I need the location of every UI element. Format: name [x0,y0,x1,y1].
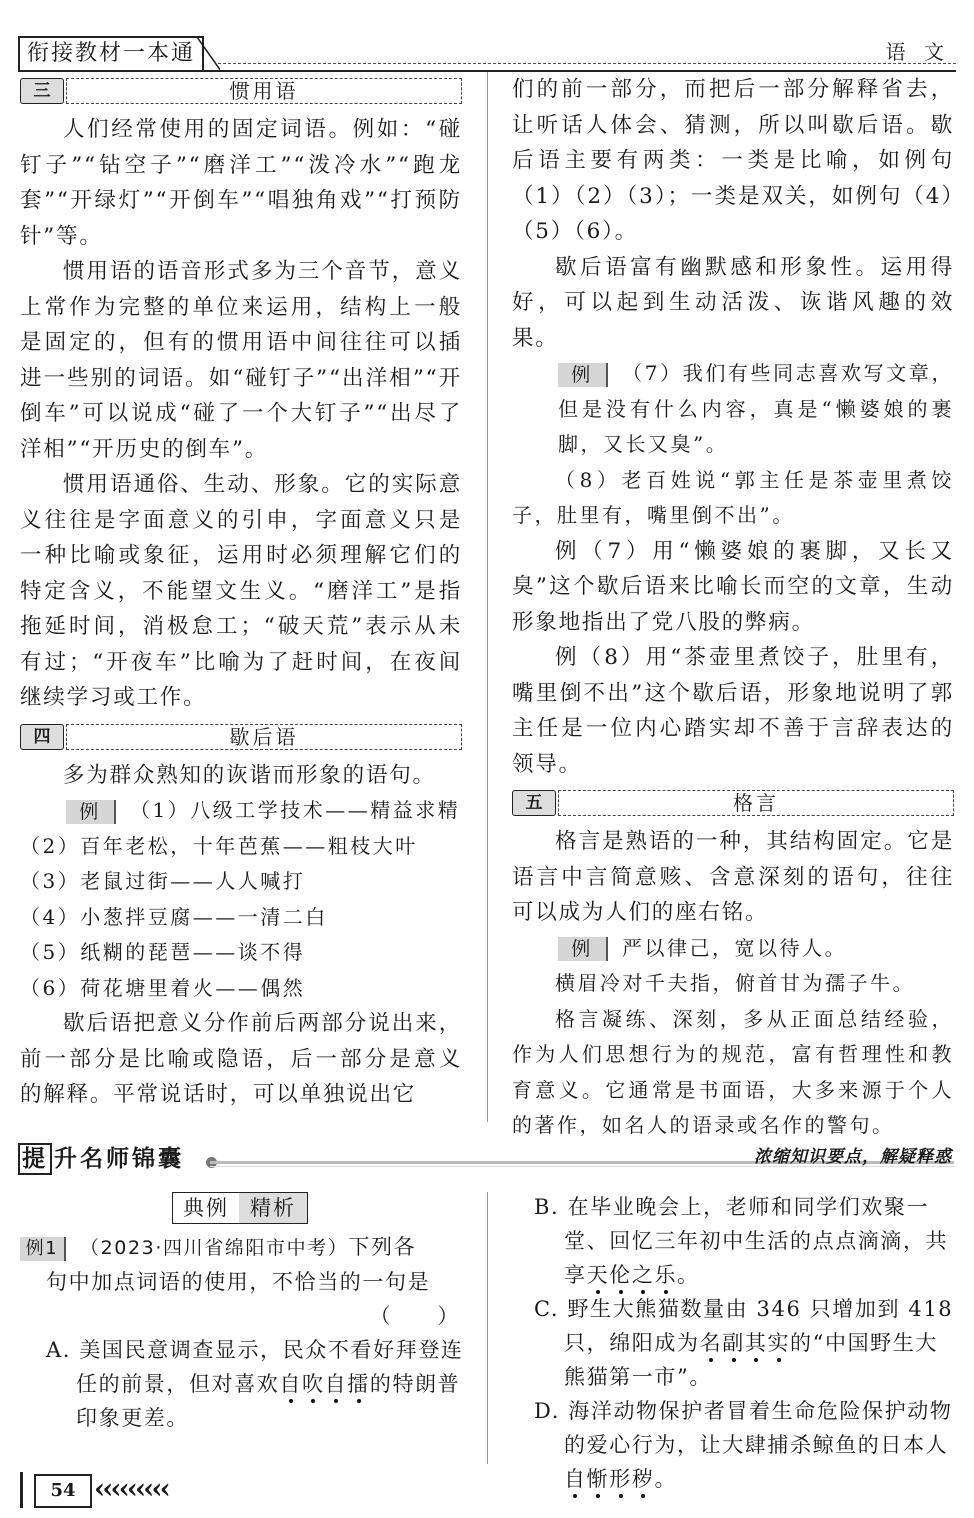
emphasis-char: 乐 [654,1263,678,1287]
option-d [534,1394,954,1496]
example-tag: 例 [558,363,608,387]
emphasis-char: 自 [279,1372,303,1396]
header-dashed-line [218,63,956,64]
example-line: （5）纸糊的琵琶——谈不得 [20,940,306,964]
option-text: 的特朗普印象更差。 [76,1372,461,1430]
emphasis-char: 副 [722,1331,745,1355]
question-stem-b: 句中加点词语的使用，不恰当的一句是 [46,1270,431,1294]
column-divider [487,72,488,1122]
example-text: （7）我们有些同志喜欢写文章，但是没有什么内容，真是“懒婆娘的裹脚，又长又臭”。 [558,361,954,456]
question-tag: 例1 [20,1237,66,1261]
example-text: 严以律己，宽以待人。 [622,935,847,960]
option-text: D. 海洋动物保护者冒着生命危险保护动物的爱心行为，让大肆捕杀鲸鱼的日本人 [534,1399,953,1457]
question-source: （2023·四川省绵阳市中考） [80,1237,349,1259]
example-tag: 例 [66,800,116,824]
option-text: C. 野生大熊猫数量由 346 只增加到 418 只，绵阳成为 [534,1297,954,1355]
question-right [534,1190,954,1496]
example-line: （8）老百姓说“郭主任是茶壶里煮饺子，肚里有，嘴里倒不出”。 [512,467,954,527]
option-text: 的“中国野生大熊猫第一市”。 [564,1331,938,1389]
question-stem [20,1230,466,1265]
option-a [20,1333,466,1435]
section-header-4 [20,722,462,750]
dotted-phrase [279,1372,369,1396]
paragraph: 歇后语富有幽默感和形象性。运用得好，可以起到生动活泼、诙谐风趣的效果。 [512,254,954,351]
section-title: 格言 [558,790,954,816]
paragraph: 例（8）用“茶壶里煮饺子，肚里有，嘴里倒不出”这个歇后语，形象地说明了郭主任是一位内心踏实却不善于言辞表达的领导。 [512,645,954,777]
emphasis-char: 伦 [609,1263,632,1287]
subject-label: 语 文 [885,40,950,64]
example-line [512,931,954,967]
example-analysis-label [172,1192,308,1224]
dotted-phrase [700,1331,790,1355]
section-title: 歇后语 [66,724,462,750]
example-line [512,356,954,463]
footer-bar [20,1472,23,1508]
section-header-3 [20,76,462,104]
emphasis-char: 吹 [302,1372,325,1396]
example-line [20,793,462,829]
dotted-phrase [564,1467,654,1491]
emphasis-char: 形 [609,1467,632,1491]
book-title: 衔接教材一本通 [18,36,204,70]
example-line: （3）老鼠过街——人人喊打 [20,869,306,893]
column-divider [487,1192,488,1464]
example-tag: 例 [558,937,608,961]
section-header-5 [512,788,954,816]
paragraph: 们的前一部分，而把后一部分解释省去，让听话人体会、猜测，所以叫歇后语。歇后语主要有两类：一类是比喻，如例句（1）（2）（3）；一类是双关，如例句（4）（5）（6）。 [512,77,954,244]
example-text: （1）八级工学技术——精益求精 [130,798,461,822]
page-number: 54 [34,1474,92,1508]
paragraph: 歇后语把意义分作前后两部分说出来，前一部分是比喻或隐语，后一部分是意义的解释。平常说话时，可以单独说出它 [20,1011,462,1107]
example-line: （2）百年老松，十年芭蕉——粗枝大叶 [20,833,418,858]
paragraph: 多为群众熟知的诙谐而形象的语句。 [63,762,436,788]
question-stem-a: 下列各 [348,1235,417,1259]
emphasis-char: 实 [767,1331,791,1355]
option-b [534,1190,954,1292]
paragraph: 人们经常使用的固定词语。例如：“碰钉子”“钻空子”“磨洋工”“泼冷水”“跑龙套”“开绿灯”“开倒车”“唱独角戏”“打预防针”等。 [20,117,462,249]
emphasis-char: 惭 [586,1467,610,1491]
question-left [20,1230,466,1435]
example-line: （4）小葱拌豆腐——一清二白 [20,904,328,929]
emphasis-char: 秽 [631,1467,655,1491]
banner-first-char: 提 [18,1143,52,1175]
emphasis-char: 天 [586,1263,610,1287]
example-line: 横眉冷对千夫指，俯首甘为孺子牛。 [555,971,915,995]
left-column [20,72,462,1113]
option-text: B. 在毕业晚会上，老师和同学们欢聚一堂、回忆三年初中生活的点点滴滴，共享 [534,1195,949,1287]
section-number: 四 [20,724,64,750]
option-text: A. 美国民意调查显示，民众不看好拜登连任的前景，但对喜欢 [46,1338,464,1396]
section-number: 五 [512,790,556,816]
paragraph: 惯用语通俗、生动、形象。它的实际意义往往是字面意义的引申，字面意义只是一种比喻或象征，运用时必须理解它们的特定含义，不能望文生义。“磨洋工”是指拖延时间，消极怠工；“破天荒”表示从未有过；“开夜车”比喻为了赶时间，在夜间继续学习或工作。 [20,472,462,710]
banner-subtitle: 浓缩知识要点，解疑释惑 [754,1147,952,1167]
section-banner-title [18,1140,184,1175]
emphasis-char: 擂 [347,1372,370,1396]
label-part-a: 典例 [173,1193,239,1223]
example-line: （6）荷花塘里着火——偶然 [20,975,306,1000]
option-text: 。 [654,1467,678,1491]
paragraph: 例（7）用“懒婆娘的裹脚，又长又臭”这个歇后语来比喻长而空的文章，生动形象地指出了党八股的弊病。 [512,538,954,635]
paragraph: 格言凝练、深刻，多从正面总结经验，作为人们思想行为的规范，富有哲理性和教育意义。它通常是书面语，大多来源于个人的著作，如名人的语录或名作的警句。 [512,1006,954,1137]
section-title: 惯用语 [66,78,462,104]
option-text: 。 [677,1263,700,1287]
footer-arrows-decoration: ‹‹‹‹‹‹‹‹‹ [94,1472,168,1505]
banner-rest: 升名师锦囊 [54,1146,184,1172]
right-column [512,72,954,1144]
dotted-phrase [587,1263,677,1287]
emphasis-char: 名 [699,1331,723,1355]
emphasis-char: 之 [631,1263,655,1287]
option-c [534,1292,954,1394]
label-part-b: 精析 [239,1193,307,1223]
paragraph: 惯用语的语音形式多为三个音节，意义上常作为完整的单位来运用，结构上一般是固定的，但有的惯用语中间往往可以插进一些别的词语。如“碰钉子”“出洋相”“开倒车”可以说成“碰了一个大钉子”“出尽了洋相”“开历史的倒车”。 [20,259,462,462]
emphasis-char: 自 [324,1372,348,1396]
section-number: 三 [20,78,64,104]
answer-blank: （ ） [369,1304,460,1328]
paragraph: 格言是熟语的一种，其结构固定。它是语言中言简意赅、含意深刻的语句，往往可以成为人们的座右铭。 [512,829,954,925]
header-slant-decoration [196,36,220,70]
emphasis-char: 自 [564,1467,587,1491]
emphasis-char: 其 [744,1331,768,1355]
